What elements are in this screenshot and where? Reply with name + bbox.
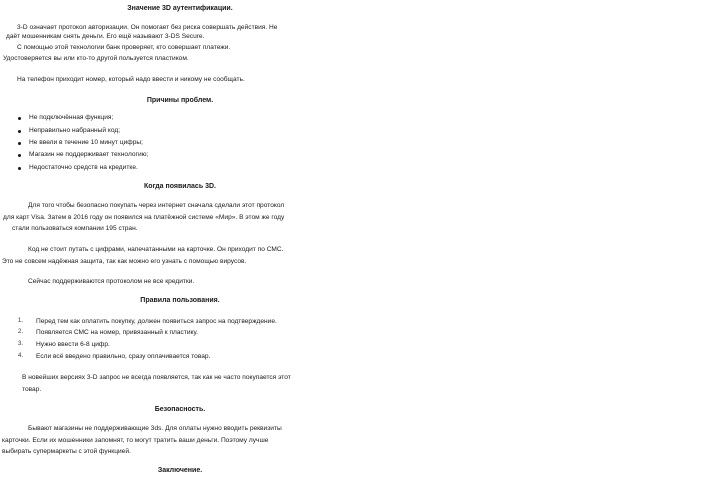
list-number: 1.: [18, 318, 24, 324]
list-item: Недостаточно средств на кредитке.: [29, 164, 138, 171]
bullet-icon: [18, 117, 21, 120]
paragraph-line: товар.: [22, 386, 42, 393]
list-number: 2.: [18, 329, 24, 335]
paragraph-line: Сейчас поддерживаются протоколом не все кредитки.: [28, 278, 195, 285]
paragraph-line: С помощью этой технологии банк проверяет, кто совершает платежи.: [17, 44, 231, 51]
section-title-3d-meaning: Значение 3D аутентификации.: [127, 5, 233, 12]
list-item: Перед тем как оплатить покупку, должен появиться запрос на подтверждение.: [36, 318, 277, 325]
paragraph-line: даёт мошенникам снять деньги. Его ещё называют 3-DS Secure.: [6, 33, 205, 40]
paragraph-line: 3-D означает протокол авторизации. Он помогает без риска совершать действия. Не: [17, 24, 278, 31]
section-title-history: Когда появилась 3D.: [144, 183, 216, 190]
bullet-icon: [18, 130, 21, 133]
list-item: Неправильно набранный код;: [29, 127, 121, 134]
paragraph-line: карточки. Если их мошенники запомнят, то могут тратить ваши деньги. Поэтому лучше: [2, 437, 269, 444]
bullet-icon: [18, 154, 21, 157]
paragraph-line: Для того чтобы безопасно покупать через интернет сначала сделали этот протокол: [28, 202, 285, 209]
section-title-problems: Причины проблем.: [146, 97, 214, 104]
paragraph-line: Бывают магазины не поддерживающие 3ds. Для оплаты нужно вводить реквизиты: [28, 425, 282, 432]
list-item: Не подключённая функция;: [29, 114, 114, 121]
section-title-rules: Правила пользования.: [140, 297, 220, 304]
list-item: Нужно ввести 6-8 цифр.: [36, 341, 110, 348]
paragraph-line: выбирать супермаркеты с этой функцией.: [2, 448, 131, 455]
list-number: 4.: [18, 353, 24, 359]
paragraph-line: Удостоверяется вы или кто-то другой пользуется пластиком.: [3, 55, 189, 62]
list-item: Появляется СМС на номер, привязанный к пластику.: [36, 329, 198, 336]
paragraph-line: На телефон приходит номер, который надо ввести и никому не сообщать.: [17, 76, 245, 83]
paragraph-line: Код не стоит путать с цифрами, напечатанными на карточке. Он приходит по СМС.: [28, 246, 284, 253]
bullet-icon: [18, 142, 21, 145]
list-item: Если всё введено правильно, сразу оплачивается товар.: [36, 353, 211, 360]
list-number: 3.: [18, 341, 24, 347]
paragraph-line: В новейших версиях 3-D запрос не всегда появляется, так как не часто покупается этот: [22, 374, 291, 381]
section-title-conclusion: Заключение.: [157, 467, 203, 474]
section-title-security: Безопасность.: [154, 406, 206, 413]
bullet-icon: [18, 167, 21, 170]
paragraph-line: для карт Visa. Затем в 2016 году он появился на платёжной системе «Мир». В этом же году: [3, 214, 285, 221]
list-item: Магазин не поддерживает технологию;: [29, 151, 149, 158]
paragraph-line: стали пользоваться компании 195 стран.: [12, 225, 138, 232]
list-item: Не ввели в течение 10 минут цифры;: [29, 139, 143, 146]
paragraph-line: Это не совсем надёжная защита, так как можно его узнать с помощью вирусов.: [2, 258, 247, 265]
